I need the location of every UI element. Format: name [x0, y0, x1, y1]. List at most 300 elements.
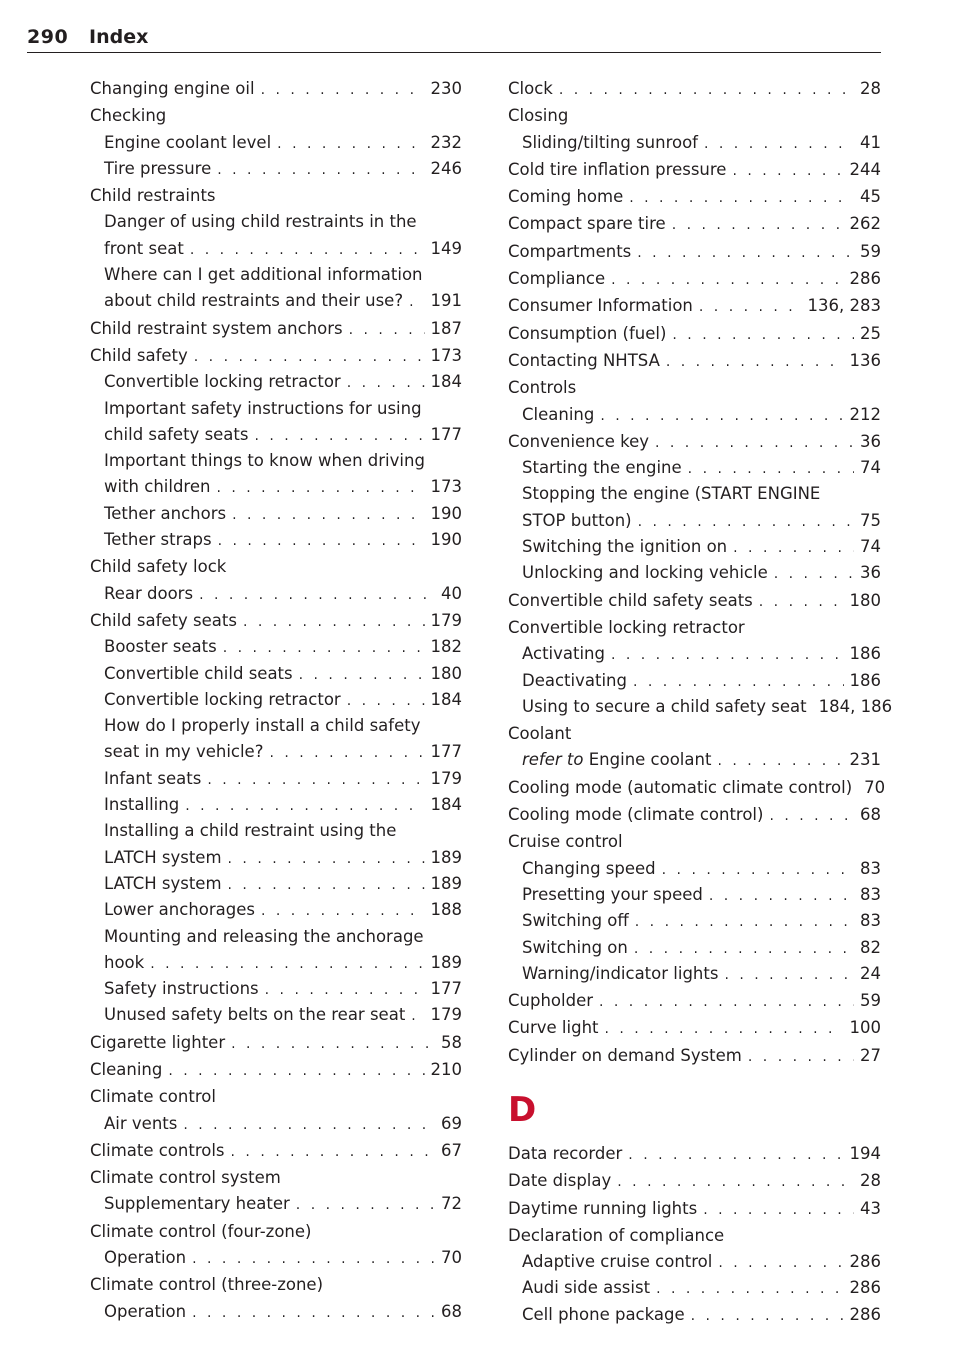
page-reference[interactable]: 286: [849, 1252, 881, 1272]
page-reference[interactable]: 25: [860, 323, 881, 343]
page-reference[interactable]: 136: [849, 350, 881, 370]
index-entry-text: [508, 375, 576, 401]
index-entry-text: [508, 103, 568, 129]
index-entry: [508, 348, 881, 374]
page-reference[interactable]: 194: [849, 1143, 881, 1163]
page-reference[interactable]: 83: [860, 858, 881, 878]
dot-leader: [672, 212, 844, 238]
dot-leader: [611, 267, 843, 293]
dot-leader: [261, 77, 425, 103]
index-term: Consumption (fuel): [508, 323, 667, 343]
index-subentry: [508, 481, 881, 507]
index-entry-text: [104, 474, 210, 500]
index-entry: [508, 266, 881, 292]
index-term: hook: [104, 952, 145, 972]
index-entry-text: [104, 396, 422, 422]
dot-leader: [628, 1142, 843, 1168]
index-entry-text: [522, 402, 594, 428]
index-term: Declaration of compliance: [508, 1225, 725, 1245]
page-reference[interactable]: 230: [430, 79, 462, 98]
index-term: Convertible locking retractor: [104, 372, 341, 392]
index-subentry: [90, 474, 462, 500]
index-term: Mounting and releasing the anchorage: [104, 926, 424, 946]
index-term: Climate control: [90, 1087, 216, 1107]
page-reference[interactable]: 43: [860, 1198, 881, 1218]
dot-leader: [265, 977, 425, 1003]
index-entry-text: [508, 157, 726, 183]
index-entry-text: [90, 1272, 323, 1298]
dot-leader: [634, 936, 854, 962]
page-reference[interactable]: 72: [441, 1194, 462, 1214]
index-subentry: [90, 527, 462, 553]
index-column-left: [90, 76, 462, 1325]
index-entry-text: [104, 581, 193, 607]
index-entry-text: [104, 1191, 290, 1217]
dot-leader: [277, 131, 424, 157]
index-entry-text: [522, 935, 628, 961]
dot-leader: [150, 951, 424, 977]
dot-leader: [688, 456, 854, 482]
page-reference[interactable]: 180: [430, 663, 462, 683]
index-entry-text: [508, 1015, 599, 1041]
index-subentry: [508, 1275, 881, 1301]
index-entry-text: [508, 211, 666, 237]
page-reference[interactable]: 69: [441, 1113, 462, 1133]
index-term: How do I properly install a child safety: [104, 716, 421, 736]
index-term: Climate control (four-zone): [90, 1221, 312, 1241]
index-entry-text: [104, 448, 425, 474]
index-entry-text: [522, 668, 627, 694]
index-term: Convertible locking retractor: [104, 689, 341, 709]
index-subentry: [90, 448, 462, 474]
index-entry-text: [90, 183, 216, 209]
index-subentry: [90, 792, 462, 818]
index-term: Cruise control: [508, 832, 623, 852]
page-reference[interactable]: 177: [430, 742, 462, 762]
index-entry-text: [508, 239, 631, 265]
page-reference[interactable]: 184, 186: [818, 696, 893, 716]
index-subentry: [90, 288, 462, 314]
index-entry: [90, 76, 462, 102]
index-entry-text: [522, 961, 718, 987]
index-term: Switching off: [522, 911, 629, 931]
index-term: Switching on: [522, 937, 628, 957]
index-term: Presetting your speed: [522, 884, 703, 904]
page-reference[interactable]: 45: [860, 187, 881, 207]
index-term: Checking: [90, 106, 167, 126]
index-entry: [508, 76, 881, 102]
index-entry-text: [104, 1111, 177, 1137]
dot-leader: [666, 349, 844, 375]
index-entry: [90, 1272, 462, 1298]
page-reference[interactable]: 177: [430, 424, 462, 444]
index-subentry: [508, 961, 881, 987]
index-entry-text: [104, 897, 255, 923]
page-reference[interactable]: 231: [849, 750, 881, 770]
dot-leader: [599, 989, 854, 1015]
index-subentry: [508, 1249, 881, 1275]
index-subentry: [90, 1245, 462, 1271]
index-term: about child restraints and their use?: [104, 291, 404, 311]
index-entry-text: [508, 615, 745, 641]
index-term: Convertible child safety seats: [508, 590, 753, 610]
index-entry: [508, 293, 881, 319]
index-entry: [508, 1141, 881, 1167]
index-entry-text: [522, 882, 703, 908]
page-number: 290: [27, 26, 69, 48]
page-reference[interactable]: 180: [849, 590, 881, 610]
index-entry: [90, 608, 462, 634]
page-reference[interactable]: 286: [849, 1278, 881, 1298]
index-entry: [508, 375, 881, 401]
index-entry-text: [508, 348, 660, 374]
index-entry-text: [104, 766, 201, 792]
index-subentry: [508, 882, 881, 908]
index-subentry: [90, 739, 462, 765]
index-entry-text: [90, 1057, 162, 1083]
page-reference[interactable]: 27: [860, 1045, 881, 1065]
index-term: Operation: [104, 1301, 187, 1321]
page-reference[interactable]: 68: [441, 1301, 462, 1321]
page-reference[interactable]: 40: [441, 583, 462, 603]
index-entry-text: [104, 950, 144, 976]
index-entry-text: [104, 422, 249, 448]
page-reference[interactable]: 189: [430, 952, 462, 972]
index-term: Warning/indicator lights: [522, 963, 719, 983]
index-entry-text: [90, 1030, 225, 1056]
index-entry: [508, 588, 881, 614]
dot-leader: [656, 1276, 843, 1302]
index-subentry: [508, 130, 881, 156]
page-reference[interactable]: 24: [860, 963, 881, 983]
index-entry-text: [104, 1245, 186, 1271]
page-reference[interactable]: 286: [849, 1304, 881, 1324]
index-entry-text: [522, 455, 682, 481]
index-entry-text: [104, 661, 293, 687]
index-term: STOP button): [522, 510, 632, 530]
index-subentry: [508, 402, 881, 428]
index-entry-text: [508, 721, 571, 747]
page-reference[interactable]: 190: [430, 503, 462, 523]
index-term: Contacting NHTSA: [508, 350, 660, 370]
index-entry-text: [104, 792, 179, 818]
page-reference[interactable]: 184: [430, 372, 462, 392]
page-reference[interactable]: 173: [430, 345, 462, 365]
page-reference[interactable]: 82: [860, 937, 881, 957]
index-entry: [508, 829, 881, 855]
index-entry-text: [104, 527, 212, 553]
dot-leader: [709, 883, 854, 909]
page-reference[interactable]: 28: [860, 1171, 881, 1191]
index-term: Compartments: [508, 241, 632, 261]
index-term: seat in my vehicle?: [104, 742, 264, 762]
page-reference[interactable]: 182: [430, 637, 462, 657]
dot-leader: [769, 803, 854, 829]
index-term: Danger of using child restraints in the: [104, 212, 417, 232]
index-term: Using to secure a child safety seat: [522, 696, 807, 716]
page-reference[interactable]: 173: [430, 477, 462, 497]
page-reference[interactable]: 149: [430, 238, 462, 258]
index-entry-text: [522, 508, 632, 534]
dot-leader: [255, 423, 425, 449]
index-entry-text: [90, 554, 226, 580]
index-term: Convertible locking retractor: [508, 617, 745, 637]
index-subentry: [90, 976, 462, 1002]
index-subentry: [90, 766, 462, 792]
dot-leader: [194, 344, 425, 370]
index-term: Child safety seats: [90, 610, 237, 630]
index-term: Rear doors: [104, 583, 194, 603]
page-reference[interactable]: 189: [430, 847, 462, 867]
index-entry: [508, 1015, 881, 1041]
page-reference[interactable]: 28: [860, 79, 881, 98]
index-entry-text: [508, 1196, 697, 1222]
index-term: Tether straps: [104, 530, 212, 550]
index-entry-text: [90, 343, 188, 369]
dot-leader: [228, 872, 425, 898]
page-reference[interactable]: 184: [430, 689, 462, 709]
index-term: Child restraints: [90, 186, 216, 206]
index-term: Air vents: [104, 1113, 178, 1133]
index-subentry: [508, 641, 881, 667]
index-entry: [90, 1030, 462, 1056]
page-reference[interactable]: 59: [860, 991, 881, 1011]
dot-leader: [243, 609, 425, 635]
page-reference[interactable]: 232: [430, 132, 462, 152]
index-entry: [508, 321, 881, 347]
index-entry-text: [104, 1299, 186, 1325]
page-reference[interactable]: 70: [864, 777, 886, 797]
refer-to-label: refer to: [522, 750, 584, 770]
dot-leader: [759, 589, 844, 615]
page-reference[interactable]: 262: [849, 214, 881, 234]
index-term: Date display: [508, 1171, 612, 1191]
dot-leader: [638, 509, 854, 535]
index-term: Supplementary heater: [104, 1194, 290, 1214]
index-entry-text: [508, 829, 623, 855]
dot-leader: [185, 793, 424, 819]
dot-leader: [299, 662, 425, 688]
index-entry-text: [104, 1002, 405, 1028]
index-subentry: [508, 455, 881, 481]
page-reference[interactable]: 74: [860, 458, 881, 478]
dot-leader: [183, 1112, 435, 1138]
index-subentry: [508, 908, 881, 934]
index-subentry: [90, 897, 462, 923]
index-term: Climate controls: [90, 1140, 225, 1160]
index-term: Controls: [508, 378, 577, 398]
index-entry-text: [508, 1043, 742, 1069]
index-entry-text: [522, 856, 656, 882]
index-column-right: [508, 76, 893, 1328]
page-reference[interactable]: 188: [430, 900, 462, 920]
index-entry-text: [104, 871, 222, 897]
index-term: Closing: [508, 106, 569, 126]
index-entry-text: [104, 739, 263, 765]
index-entry: [508, 721, 881, 747]
page-reference[interactable]: 186: [849, 644, 881, 664]
index-term: Changing speed: [522, 858, 656, 878]
index-subentry: [508, 856, 881, 882]
page-reference[interactable]: 136, 283: [807, 296, 881, 316]
index-subentry: [90, 1299, 462, 1325]
index-subentry: [90, 422, 462, 448]
dot-leader: [717, 748, 843, 774]
index-subentry: [90, 845, 462, 871]
page-reference[interactable]: 286: [849, 269, 881, 289]
page-reference[interactable]: 191: [430, 291, 462, 311]
index-term: Climate control system: [90, 1168, 281, 1188]
index-term: Lower anchorages: [104, 900, 255, 920]
dot-leader: [635, 909, 854, 935]
dot-leader: [199, 582, 435, 608]
index-entry-text: [104, 924, 424, 950]
dot-leader: [261, 898, 425, 924]
page-reference[interactable]: 212: [849, 404, 881, 424]
dot-leader: [704, 131, 854, 157]
index-entry-text: [104, 288, 403, 314]
dot-leader: [629, 185, 854, 211]
index-term: LATCH system: [104, 847, 222, 867]
index-term: Compliance: [508, 269, 606, 289]
index-subentry: [90, 156, 462, 182]
page-reference[interactable]: 100: [849, 1018, 881, 1038]
index-term: Where can I get additional information: [104, 265, 423, 285]
dot-leader: [774, 561, 854, 587]
index-term: Engine coolant level: [104, 132, 272, 152]
index-entry: [508, 1223, 881, 1249]
page-reference[interactable]: 210: [430, 1059, 462, 1079]
index-entry-text: [508, 321, 666, 347]
index-term: Data recorder: [508, 1143, 623, 1163]
index-entry-text: [508, 1223, 724, 1249]
index-term: Activating: [522, 644, 605, 664]
index-entry-text: [508, 988, 593, 1014]
page-reference[interactable]: 186: [849, 670, 881, 690]
index-subentry: [90, 209, 462, 235]
index-term: Convenience key: [508, 431, 649, 451]
index-entry-text: [104, 156, 211, 182]
page-reference[interactable]: 36: [860, 563, 881, 583]
index-entry-text: [522, 560, 768, 586]
page-reference[interactable]: 189: [430, 873, 462, 893]
index-term: with children: [104, 477, 211, 497]
index-entry-text: [104, 130, 271, 156]
dot-leader: [691, 1303, 844, 1329]
page-reference[interactable]: 36: [860, 431, 881, 451]
page-reference[interactable]: 59: [860, 241, 881, 261]
index-entry-text: [104, 369, 341, 395]
index-term: Cleaning: [522, 404, 595, 424]
index-term: Climate control (three-zone): [90, 1275, 324, 1295]
index-section-letter: D: [508, 1089, 537, 1130]
index-term: Operation: [104, 1248, 187, 1268]
index-entry-text: [508, 293, 693, 319]
page-reference[interactable]: 75: [860, 510, 881, 530]
index-subentry: [90, 581, 462, 607]
dot-leader: [611, 642, 844, 668]
index-entry-text: [90, 1165, 281, 1191]
page-reference[interactable]: 58: [441, 1032, 462, 1052]
index-term: front seat: [104, 238, 184, 258]
index-entry-text: [508, 76, 553, 102]
page-reference[interactable]: 68: [860, 805, 881, 825]
page-reference[interactable]: 179: [430, 768, 462, 788]
index-entry: [508, 1043, 881, 1069]
index-entry-text: [104, 713, 420, 739]
page-reference[interactable]: 70: [441, 1248, 462, 1268]
index-term: Cooling mode (automatic climate control): [508, 777, 853, 797]
dot-leader: [216, 475, 424, 501]
index-entry-text: [522, 534, 727, 560]
index-term: Installing a child restraint using the: [104, 821, 397, 841]
page-reference[interactable]: 74: [860, 537, 881, 557]
index-term: Compact spare tire: [508, 214, 666, 234]
index-entry-text: [522, 747, 711, 773]
page-reference[interactable]: 67: [441, 1140, 462, 1160]
index-subentry: [90, 871, 462, 897]
index-subentry: [90, 262, 462, 288]
dot-leader: [231, 1031, 435, 1057]
index-term: Child restraint system anchors: [90, 318, 343, 338]
index-entry: [508, 615, 881, 641]
index-term: Switching the ignition on: [522, 537, 728, 557]
dot-leader: [296, 1192, 435, 1218]
page-reference[interactable]: 184: [430, 795, 462, 815]
index-term: Cupholder: [508, 991, 593, 1011]
dot-leader: [411, 1003, 424, 1029]
index-term: Stopping the engine (START ENGINE: [522, 484, 821, 504]
index-entry-text: [522, 908, 629, 934]
index-term: Installing: [104, 795, 180, 815]
index-entry-text: [90, 1084, 216, 1110]
index-entry-text: [522, 1275, 650, 1301]
page-reference[interactable]: 190: [430, 530, 462, 550]
index-subentry: [90, 924, 462, 950]
index-term: child safety seats: [104, 424, 249, 444]
index-subentry: [90, 634, 462, 660]
index-entry-text: [522, 130, 698, 156]
index-term: Safety instructions: [104, 979, 259, 999]
page-reference[interactable]: 83: [860, 884, 881, 904]
index-subentry: [508, 560, 881, 586]
index-entry-text: [508, 184, 623, 210]
dot-leader: [217, 157, 424, 183]
index-subentry: [90, 1002, 462, 1028]
index-entry-text: [104, 634, 217, 660]
index-entry: [508, 157, 881, 183]
page-reference[interactable]: 177: [430, 979, 462, 999]
index-term: Important safety instructions for using: [104, 398, 422, 418]
index-term: Deactivating: [522, 670, 627, 690]
page-reference[interactable]: 187: [430, 318, 462, 338]
index-term: Cleaning: [90, 1059, 163, 1079]
page-reference[interactable]: 246: [430, 158, 462, 178]
page-reference[interactable]: 244: [849, 159, 881, 179]
index-term: Convertible child seats: [104, 663, 293, 683]
index-entry-text: [90, 103, 166, 129]
index-entry-text: [90, 608, 237, 634]
page-reference[interactable]: 83: [860, 911, 881, 931]
index-subentry: [90, 1191, 462, 1217]
dot-leader: [347, 370, 425, 396]
dot-leader: [192, 1300, 435, 1326]
index-entry-text: [508, 429, 649, 455]
page-reference[interactable]: 179: [430, 610, 462, 630]
dot-leader: [168, 1058, 424, 1084]
page-reference[interactable]: 179: [430, 1005, 462, 1025]
page-reference[interactable]: 41: [860, 132, 881, 152]
